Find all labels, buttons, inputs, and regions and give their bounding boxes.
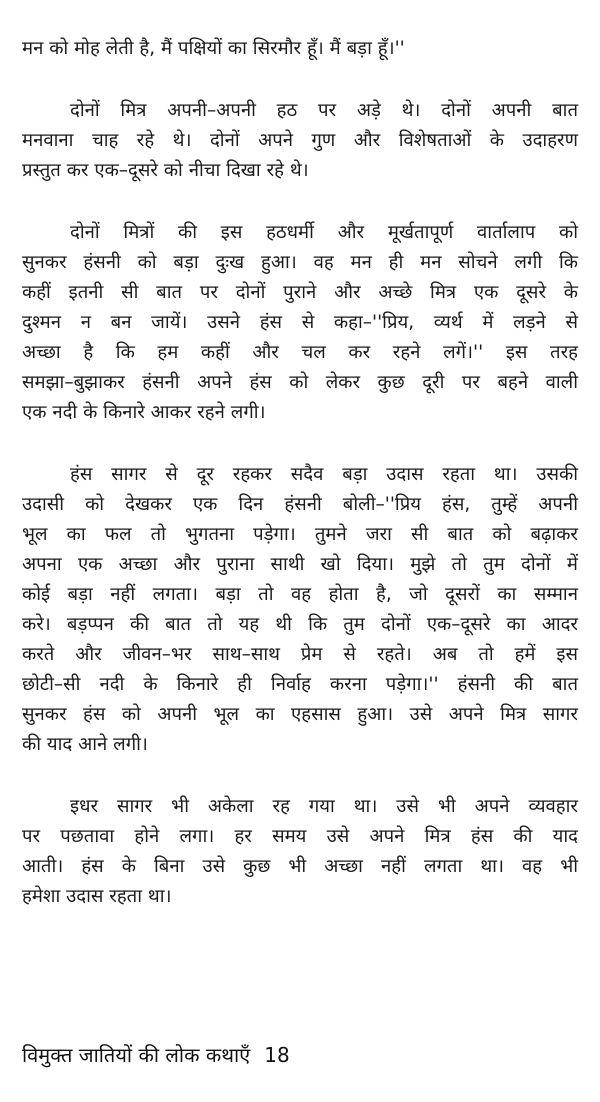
text-line: अच्छा है कि हम कहीं और चल कर रहने लगें।'' इस तरह: [22, 342, 578, 363]
text-line: इधर सागर भी अकेला रह गया था। उसे भी अपने व्यवहार: [70, 796, 578, 817]
text-line: करे। बड़प्पन की बात तो यह थी कि तुम दोनों एक–दूसरे का आदर: [22, 614, 578, 635]
text-line: सुनकर हंस को अपनी भूल का एहसास हुआ। उसे अपने मित्र सागर: [22, 704, 578, 725]
text-line: छोटी–सी नदी के किनारे ही निर्वाह करना पड़ेगा।'' हंसनी की बात: [22, 674, 578, 695]
text-line: भूल का फल तो भुगतना पड़ेगा। तुमने जरा सी बात को बढ़ाकर: [22, 524, 578, 545]
text-line: उदासी को देखकर एक दिन हंसनी बोली–''प्रिय हंस, तुम्हें अपनी: [22, 494, 578, 515]
text-line: प्रस्तुत कर एक–दूसरे को नीचा दिखा रहे थे।: [22, 160, 309, 181]
text-line: एक नदी के किनारे आकर रहने लगी।: [22, 402, 266, 423]
text-line: की याद आने लगी।: [22, 734, 148, 755]
text-line: कहीं इतनी सी बात पर दोनों पुराने और अच्छे मित्र एक दूसरे के: [22, 282, 578, 303]
text-line: हंस सागर से दूर रहकर सदैव बड़ा उदास रहता था। उसकी: [70, 464, 578, 485]
text-line: करते और जीवन–भर साथ–साथ प्रेम से रहते। अब तो हमें इस: [22, 644, 578, 665]
book-title: विमुक्त जातियों की लोक कथाएँ: [22, 1043, 251, 1067]
text-line: दोनों मित्रों की इस हठधर्मी और मूर्खतापूर्ण वार्तालाप को: [70, 222, 578, 243]
page-number: 18: [264, 1043, 290, 1067]
text-line: मनवाना चाह रहे थे। दोनों अपने गुण और विशेषताओं के उदाहरण: [22, 130, 578, 151]
text-line: पर पछतावा होने लगा। हर समय उसे अपने मित्र हंस की याद: [22, 826, 578, 847]
text-line: दुश्मन न बन जायें। उसने हंस से कहा–''प्रिय, व्यर्थ में लड़ने से: [22, 312, 578, 333]
text-line: कोई बड़ा नहीं लगता। बड़ा तो वह होता है, जो दूसरों का सम्मान: [22, 584, 578, 605]
text-line: मन को मोह लेती है, मैं पक्षियों का सिरमौर हूँ। मैं बड़ा हूँ।'': [22, 38, 405, 59]
text-line: आती। हंस के बिना उसे कुछ भी अच्छा नहीं लगता था। वह भी: [22, 856, 578, 877]
page-footer: [22, 1040, 290, 1070]
text-line: समझा–बुझाकर हंसनी अपने हंस को लेकर कुछ दूरी पर बहने वाली: [22, 372, 578, 393]
text-line: हमेशा उदास रहता था।: [22, 886, 172, 907]
text-line: दोनों मित्र अपनी–अपनी हठ पर अड़े थे। दोनों अपनी बात: [70, 100, 578, 121]
text-line: सुनकर हंसनी को बड़ा दुःख हुआ। वह मन ही मन सोचने लगी कि: [22, 252, 578, 273]
text-line: अपना एक अच्छा और पुराना साथी खो दिया। मुझे तो तुम दोनों में: [22, 554, 578, 575]
